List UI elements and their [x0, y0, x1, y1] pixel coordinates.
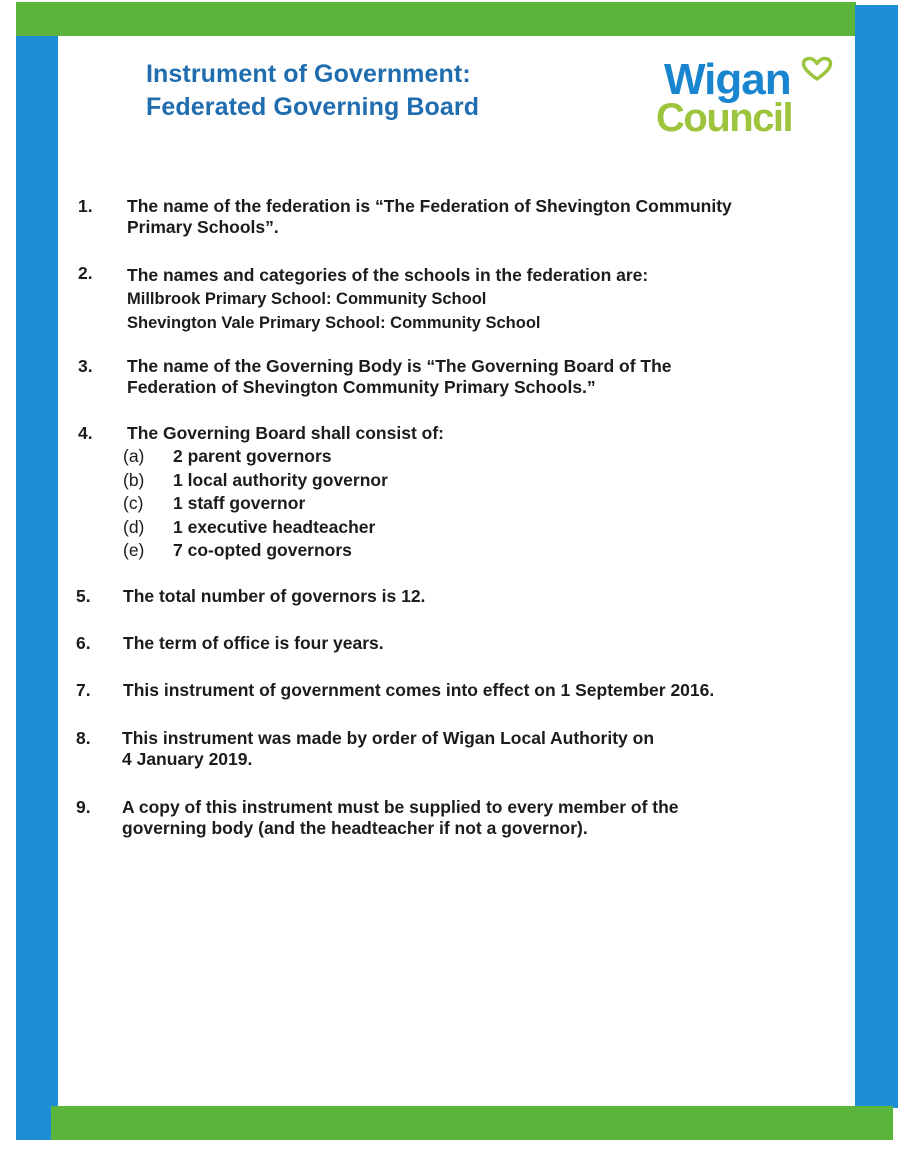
clause-text — [127, 356, 672, 398]
clause-text — [122, 797, 679, 839]
clause-number: 5. — [76, 586, 91, 606]
subitem-text: 2 parent governors — [173, 446, 332, 466]
clause-text — [123, 586, 425, 607]
subitem-text: 1 executive headteacher — [173, 516, 376, 537]
clause-line: A copy of this instrument must be supplied to every member of the — [122, 797, 679, 817]
top-green-border — [16, 2, 856, 36]
clause-number: 8. — [76, 728, 91, 748]
subitem-label: (c) — [123, 493, 144, 513]
subitem-label: (d) — [123, 516, 145, 537]
title-line-2: Federated Governing Board — [146, 93, 480, 121]
clause-text — [127, 196, 732, 238]
clause-line: The total number of governors is 12. — [123, 586, 426, 606]
subitem-text: 1 local authority governor — [173, 469, 388, 490]
right-blue-border — [855, 5, 898, 1108]
logo-word-wigan: Wigan — [664, 55, 791, 104]
clause-line: governing body (and the headteacher if not a governor). — [122, 818, 588, 838]
bottom-green-border — [51, 1106, 893, 1140]
clause-line: Federation of Shevington Community Primary Schools.” — [127, 377, 596, 397]
subitem-label: (b) — [123, 469, 145, 490]
clause-number: 2. — [78, 263, 93, 283]
clause-number: 1. — [78, 196, 93, 216]
clause-number: 4. — [78, 423, 93, 443]
clause-line: The Governing Board shall consist of: — [127, 423, 444, 443]
clause-line: The name of the Governing Body is “The Governing Board of The — [127, 356, 672, 376]
clause-text — [127, 263, 648, 335]
clause-text — [123, 680, 714, 701]
logo-word-council: Council — [656, 96, 793, 140]
clause-line: The term of office is four years. — [123, 633, 384, 653]
clause-line: Primary Schools”. — [127, 217, 279, 237]
subitem-label: (e) — [123, 540, 145, 560]
clause-text — [127, 423, 444, 444]
clause-line: The names and categories of the schools in the federation are: — [127, 265, 649, 285]
clause-number: 7. — [76, 680, 91, 700]
clause-text — [123, 633, 384, 654]
clause-number: 3. — [78, 356, 93, 376]
clause-line: The name of the federation is “The Federation of Shevington Community — [127, 196, 732, 216]
subitem-text: 7 co-opted governors — [173, 540, 352, 560]
subitem-label: (a) — [123, 446, 145, 466]
clause-number: 6. — [76, 633, 91, 653]
heart-outline-icon — [801, 56, 833, 82]
clause-line: This instrument was made by order of Wigan Local Authority on — [122, 728, 655, 748]
left-blue-border — [16, 36, 58, 1140]
clause-line: This instrument of government comes into effect on 1 September 2016. — [123, 680, 715, 700]
document-title — [146, 58, 479, 124]
school-line: Millbrook Primary School: Community School — [127, 290, 487, 308]
clause-line: 4 January 2019. — [122, 749, 253, 769]
school-line: Shevington Vale Primary School: Community School — [127, 314, 541, 332]
title-line-1: Instrument of Government: — [146, 60, 471, 88]
clause-text — [122, 728, 654, 770]
wigan-council-logo — [655, 52, 845, 147]
subitem-text: 1 staff governor — [173, 493, 306, 513]
clause-number: 9. — [76, 797, 91, 817]
